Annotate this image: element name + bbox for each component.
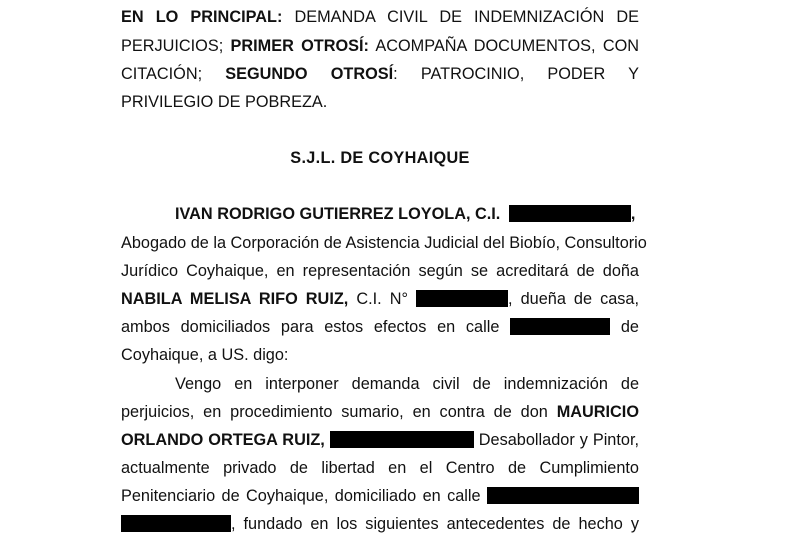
body-line-5 <box>121 317 639 337</box>
redacted-address <box>487 487 639 504</box>
body-text: C.I. N° <box>356 290 408 308</box>
body-line-2 <box>121 233 647 253</box>
body-line-4 <box>121 289 639 309</box>
body-line-9 <box>121 430 639 450</box>
redacted-id <box>416 290 508 307</box>
body-text: ambos domiciliados para estos efectos en calle <box>121 318 500 336</box>
redacted-id <box>330 431 474 448</box>
sumilla-text: PRIVILEGIO DE POBREZA. <box>121 93 328 111</box>
sumilla-text: PERJUICIOS; <box>121 37 224 55</box>
body-line-12 <box>121 514 639 534</box>
body-line-1 <box>175 204 635 224</box>
sumilla-primer-otrosi-label: PRIMER OTROSÍ: <box>230 37 369 55</box>
body-text: , fundado en los siguientes antecedentes de hecho y <box>231 515 639 533</box>
sumilla-segundo-otrosi-text: : PATROCINIO, PODER Y <box>393 65 639 83</box>
redacted-id <box>509 205 631 222</box>
body-text: Desabollador y Pintor, <box>478 431 639 449</box>
sumilla-principal-text: DEMANDA CIVIL DE INDEMNIZACIÓN DE <box>294 8 640 26</box>
body-text: Jurídico Coyhaique, en representación según se acreditará de doña <box>121 262 639 280</box>
body-line-7 <box>175 374 639 394</box>
body-text: , dueña de casa, <box>508 290 639 308</box>
sumilla-text: CITACIÓN; <box>121 65 203 83</box>
defendant-name: ORLANDO ORTEGA RUIZ, <box>121 431 325 449</box>
body-text: perjuicios, en procedimiento sumario, en contra de don <box>121 403 548 421</box>
body-text: de <box>620 318 639 336</box>
client-name: NABILA MELISA RIFO RUIZ, <box>121 290 349 308</box>
court-heading: S.J.L. DE COYHAIQUE <box>290 149 470 167</box>
body-line-10 <box>121 458 639 478</box>
punctuation: , <box>630 205 636 223</box>
sumilla-line-2 <box>121 36 639 56</box>
redacted-address <box>510 318 610 335</box>
body-line-3 <box>121 261 639 281</box>
redacted-address <box>121 515 231 532</box>
body-text: actualmente privado de libertad en el Centro de Cumplimiento <box>121 459 639 477</box>
body-text: Penitenciario de Coyhaique, domiciliado en calle <box>121 487 481 505</box>
defendant-name: MAURICIO <box>556 403 639 421</box>
sumilla-line-3 <box>121 64 639 84</box>
sumilla-primer-otrosi-text: ACOMPAÑA DOCUMENTOS, CON <box>375 37 640 55</box>
sumilla-principal-label: EN LO PRINCIPAL: <box>121 8 283 26</box>
body-text: Vengo en interponer demanda civil de indemnización de <box>175 375 639 393</box>
sumilla-segundo-otrosi-label: SEGUNDO OTROSÍ <box>225 65 394 83</box>
body-line-11 <box>121 486 639 506</box>
body-line-6 <box>121 345 639 365</box>
body-line-8 <box>121 402 639 422</box>
attorney-name: IVAN RODRIGO GUTIERREZ LOYOLA, C.I. <box>175 205 501 223</box>
sumilla-line-1 <box>121 7 639 27</box>
body-text: Abogado de la Corporación de Asistencia Judicial del Biobío, Consultorio <box>121 234 647 252</box>
sumilla-line-4 <box>121 92 639 112</box>
body-text: Coyhaique, a US. digo: <box>121 346 289 364</box>
